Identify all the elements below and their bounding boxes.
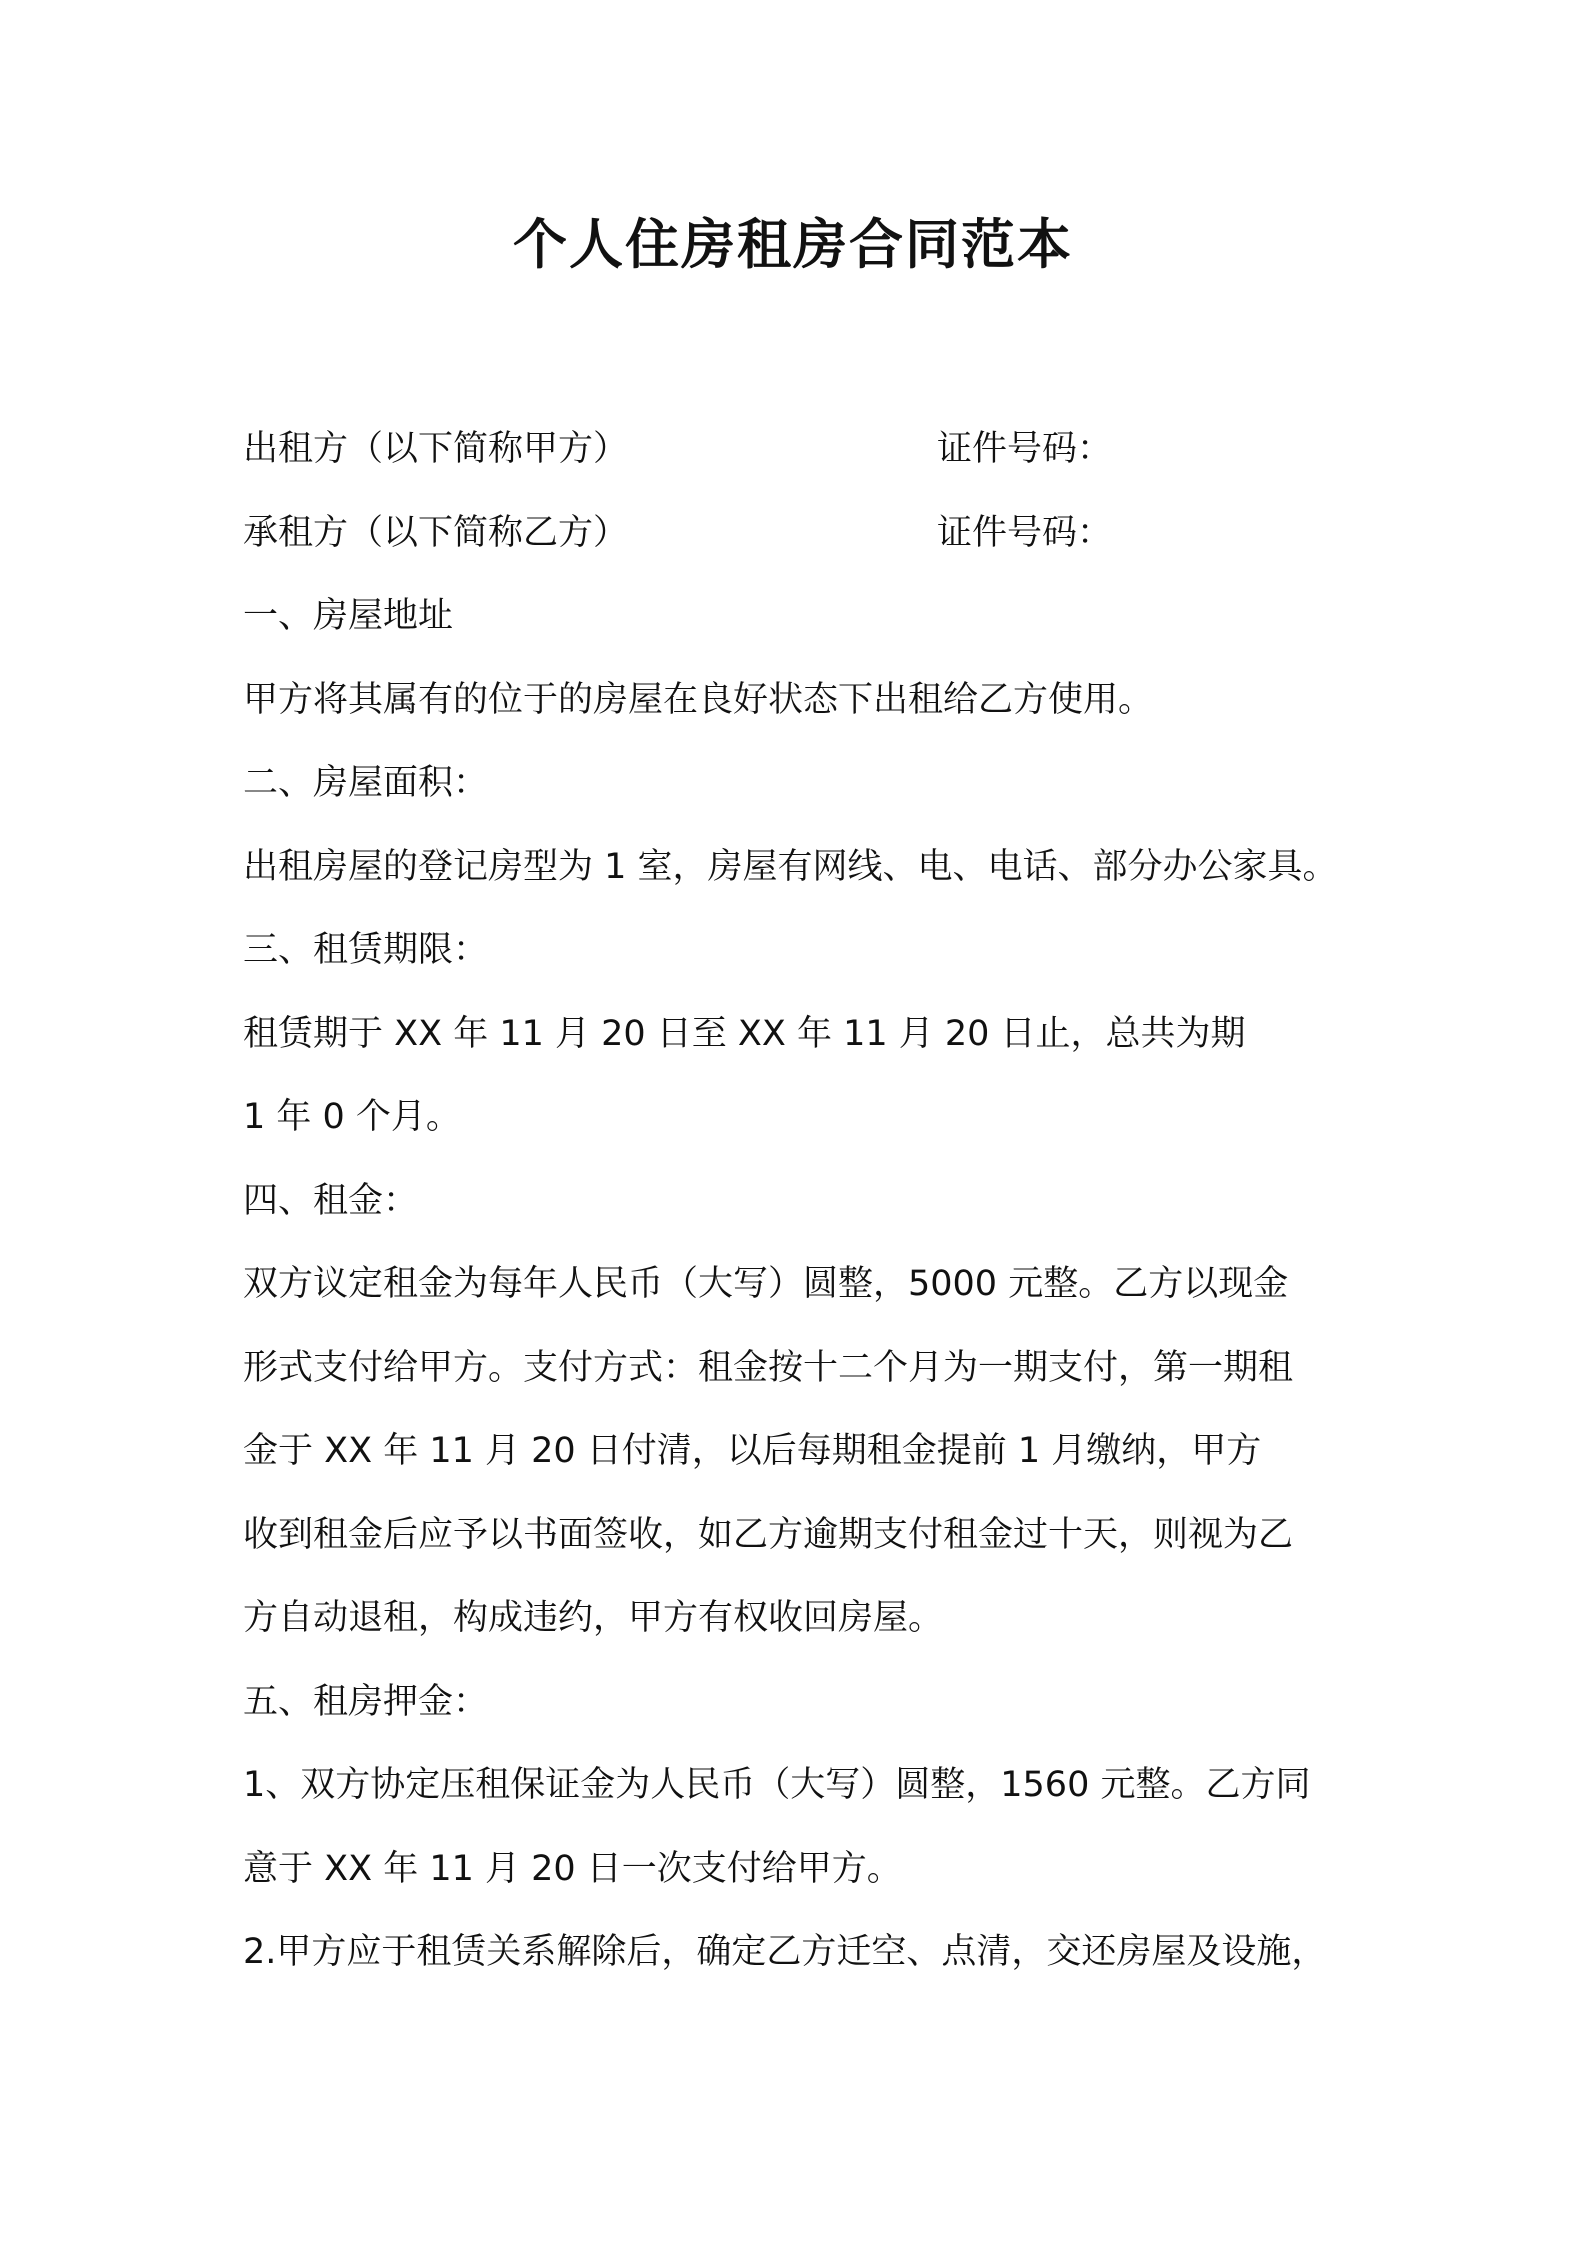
- paragraph-line: 2.甲方应于租赁关系解除后，确定乙方迁空、点清，交还房屋及设施，: [243, 1932, 1327, 1972]
- lessee-id-label: 证件号码：: [937, 512, 1113, 553]
- section-heading-area: 二、房屋面积：: [243, 763, 489, 803]
- paragraph-line: 金于 XX 年 11 月 20 日付清，以后每期租金提前 1 月缴纳，甲方: [243, 1431, 1262, 1471]
- paragraph-line: 1、双方协定压租保证金为人民币（大写）圆整，1560 元整。乙方同: [243, 1765, 1311, 1805]
- document-title: 个人住房租房合同范本: [513, 213, 1073, 276]
- paragraph-line: 意于 XX 年 11 月 20 日一次支付给甲方。: [243, 1848, 902, 1889]
- lessor-label: 出租方（以下简称甲方）: [243, 429, 629, 469]
- section-heading-deposit: 五、租房押金：: [243, 1681, 489, 1722]
- lessor-id-label: 证件号码：: [937, 429, 1113, 469]
- lessee-row: [243, 492, 1355, 576]
- paragraph-line: 1 年 0 个月。: [243, 1097, 461, 1137]
- lessor-row: [243, 408, 1355, 492]
- section-heading-term: 三、租赁期限：: [243, 930, 489, 970]
- paragraph-line: 出租房屋的登记房型为 1 室，房屋有网线、电、电话、部分办公家具。: [243, 846, 1338, 887]
- section-heading-rent: 四、租金：: [243, 1180, 419, 1221]
- paragraph-line: 方自动退租，构成违约，甲方有权收回房屋。: [243, 1598, 944, 1638]
- document-body: [243, 408, 1355, 1995]
- paragraph-line: 双方议定租金为每年人民币（大写）圆整，5000 元整。乙方以现金: [243, 1264, 1289, 1304]
- paragraph-line: 收到租金后应予以书面签收，如乙方逾期支付租金过十天，则视为乙: [243, 1514, 1294, 1555]
- lessee-label: 承租方（以下简称乙方）: [243, 512, 629, 553]
- paragraph-line: 形式支付给甲方。支付方式：租金按十二个月为一期支付，第一期租: [243, 1347, 1294, 1388]
- paragraph-line: 租赁期于 XX 年 11 月 20 日至 XX 年 11 月 20 日止，总共为期: [243, 1013, 1246, 1054]
- section-heading-address: 一、房屋地址: [243, 596, 454, 636]
- paragraph-line: 甲方将其属有的位于的房屋在良好状态下出租给乙方使用。: [243, 679, 1154, 720]
